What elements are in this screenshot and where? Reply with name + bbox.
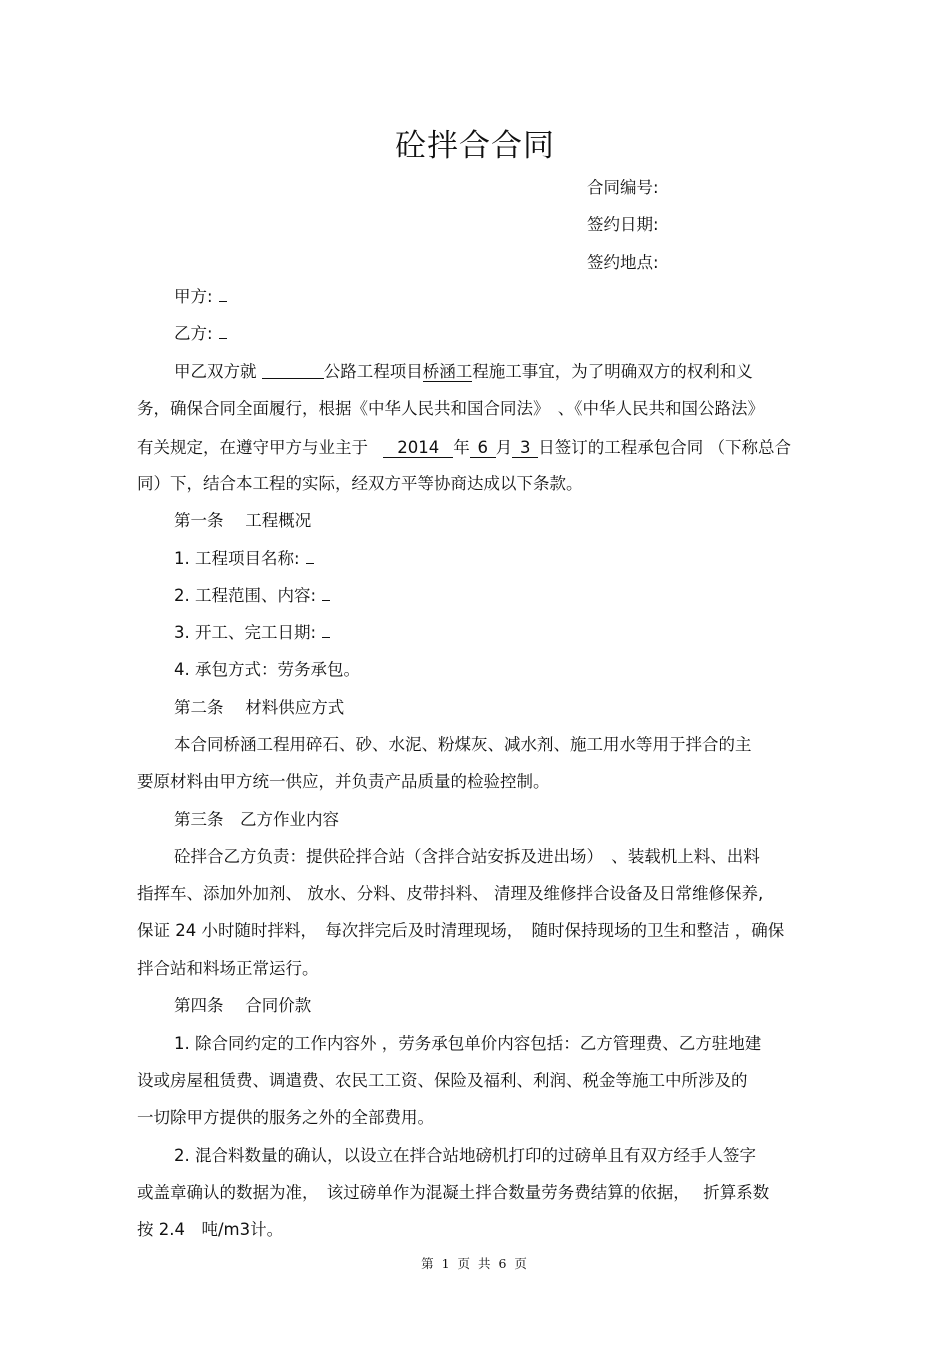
- article-4-p1-line-2: 设或房屋租赁费、调遣费、农民工工资、保险及福利、利润、税金等施工中所涉及的: [137, 1071, 748, 1090]
- item-blank: [322, 625, 330, 638]
- article-1-item-3: [174, 625, 874, 642]
- article-1-heading: 第一条 工程概况: [174, 511, 312, 530]
- article-4-p2-line-3: 按 2.4 吨/m3计。: [137, 1220, 284, 1239]
- article-1-item-2: [174, 588, 874, 605]
- article-4-p1-line-1: 1. 除合同约定的工作内容外 ，劳务承包单价内容包括：乙方管理费、乙方驻地建: [174, 1034, 762, 1053]
- bridge-culvert-underlined: 桥涵工: [422, 362, 473, 381]
- article-3-line-1: 砼拌合乙方负责：提供砼拌合站（含拌合站安拆及进出场） 、装载机上料、出料: [174, 847, 760, 866]
- article-3-heading: 第三条 乙方作业内容: [174, 810, 339, 829]
- party-a-label: 甲方:: [174, 287, 213, 306]
- article-2-line-1: 本合同桥涵工程用碎石、砂、水泥、粉煤灰、减水剂、施工用水等用于拌合的主: [174, 735, 752, 754]
- party-b-label: 乙方:: [174, 324, 213, 343]
- item-blank: [306, 551, 314, 564]
- article-4-p1-line-3: 一切除甲方提供的服务之外的全部费用。: [137, 1108, 434, 1127]
- article-4-p2-line-1: 2. 混合料数量的确认，以设立在拌合站地磅机打印的过磅单且有双方经手人签字: [174, 1146, 756, 1165]
- preamble-text: 年: [453, 438, 470, 457]
- article-2-heading: 第二条 材料供应方式: [174, 698, 345, 717]
- contract-year: 2014: [383, 439, 453, 458]
- preamble-text: 程施工事宜，为了明确双方的权利和义: [472, 362, 753, 381]
- article-3-line-2: 指挥车、添加外加剂、 放水、分料、皮带抖料、 清理及维修拌合设备及日常维修保养,: [137, 884, 764, 903]
- contract-number-label: 合同编号:: [587, 178, 659, 197]
- article-4-heading: 第四条 合同价款: [174, 996, 312, 1015]
- preamble-text: 日签订的工程承包合同 （下称总合: [538, 438, 791, 457]
- contract-month: 6: [470, 439, 496, 458]
- preamble-line-4: 同）下，结合本工程的实际，经双方平等协商达成以下条款。: [137, 474, 583, 493]
- item-text: 2. 工程范围、内容:: [174, 586, 317, 605]
- preamble-line-2: 务，确保合同全面履行，根据《中华人民共和国合同法》 、《中华人民共和国公路法》: [137, 399, 764, 418]
- page-footer: 第 1 页 共 6 页: [421, 1256, 529, 1271]
- item-blank: [322, 588, 330, 601]
- contract-day: 3: [512, 439, 538, 458]
- party-a-line: [174, 289, 874, 306]
- article-1-item-1: [174, 551, 874, 568]
- preamble-text: 月: [495, 438, 513, 457]
- party-b-line: [174, 326, 874, 343]
- article-2-line-2: 要原材料由甲方统一供应，并负责产品质量的检验控制。: [137, 772, 550, 791]
- document-title: 砼拌合合同: [395, 128, 555, 164]
- party-b-blank: [219, 326, 227, 339]
- article-1-item-4: 4. 承包方式：劳务承包。: [174, 660, 360, 679]
- article-4-p2-line-2: 或盖章确认的数据为准， 该过磅单作为混凝土拌合数量劳务费结算的依据， 折算系数: [137, 1183, 770, 1202]
- item-text: 3. 开工、完工日期:: [174, 623, 317, 642]
- sign-place-label: 签约地点:: [587, 253, 659, 272]
- item-text: 1. 工程项目名称:: [174, 549, 300, 568]
- project-name-blank: [262, 363, 324, 379]
- sign-date-label: 签约日期:: [587, 215, 659, 234]
- preamble-text: 有关规定，在遵守甲方与业主于: [137, 438, 368, 457]
- preamble-line-3: [137, 439, 837, 458]
- article-3-line-4: 拌合站和料场正常运行。: [137, 959, 319, 978]
- preamble-line-1: [174, 363, 874, 382]
- preamble-text: 甲乙双方就: [174, 362, 257, 381]
- party-a-blank: [219, 289, 227, 302]
- article-3-line-3: 保证 24 小时随时拌料， 每次拌完后及时清理现场， 随时保持现场的卫生和整洁 ，确保: [137, 921, 785, 940]
- preamble-text: 公路工程项目: [323, 362, 423, 381]
